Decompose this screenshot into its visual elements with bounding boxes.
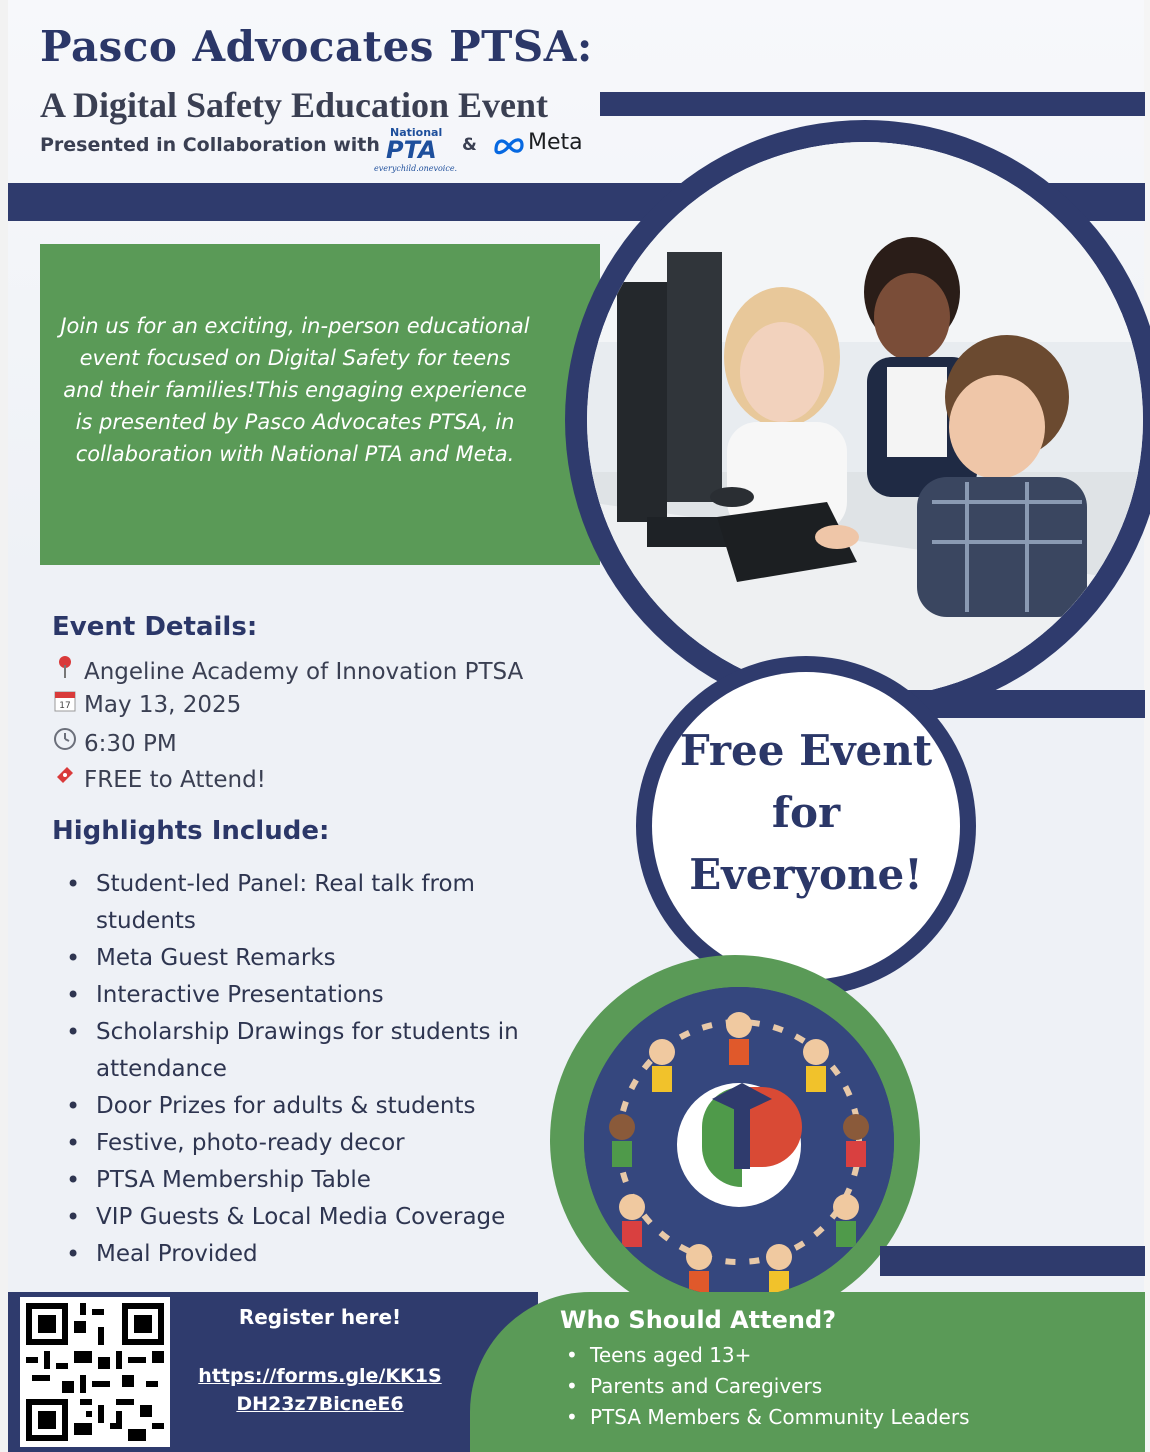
location-text: Angeline Academy of Innovation PTSA	[84, 659, 524, 685]
clock-icon	[52, 727, 78, 757]
highlights-heading: Highlights Include:	[52, 816, 330, 846]
free-event-line-2: for	[771, 788, 841, 837]
audience-list	[566, 1340, 969, 1433]
meta-infinity-icon	[492, 134, 526, 158]
meta-wordmark: Meta	[528, 130, 583, 155]
students-at-computers-photo	[587, 142, 1143, 698]
flyer-title: Pasco Advocates PTSA:	[40, 22, 593, 71]
detail-location	[52, 655, 523, 685]
photo-illustration	[587, 142, 1143, 698]
pta-logo-tagline: everychild.onevoice.	[374, 164, 458, 173]
pta-logo-top: National	[390, 126, 443, 139]
date-text: May 13, 2025	[84, 692, 242, 718]
pta-logo-main: PTA	[386, 136, 437, 164]
intro-text: Join us for an exciting, in-person educational event focused on Digital Safety for teens and their families!This engaging experience is presented by Pasco Advocates PTSA, in collaboration with National PTA and Meta.	[60, 314, 530, 466]
svg-text:17: 17	[59, 701, 71, 711]
qr-code-icon	[20, 1297, 170, 1447]
free-event-line-3: Everyone!	[689, 850, 923, 899]
time-text: 6:30 PM	[84, 731, 177, 757]
pin-icon	[52, 655, 78, 685]
calendar-icon	[52, 690, 78, 718]
list-item: • Parents and Caregivers	[566, 1371, 969, 1402]
list-item: • VIP Guests & Local Media Coverage	[60, 1199, 580, 1236]
list-item: • PTSA Members & Community Leaders	[566, 1402, 969, 1433]
register-heading: Register here!	[238, 1305, 402, 1329]
detail-cost	[52, 763, 266, 793]
ticket-icon	[52, 763, 78, 793]
presented-by-text: Presented in Collaboration with	[40, 134, 380, 156]
free-event-line-1: Free Event	[679, 726, 933, 775]
highlights-list	[60, 866, 580, 1273]
who-should-attend-heading: Who Should Attend?	[560, 1306, 837, 1334]
list-item: • Door Prizes for adults & students	[60, 1088, 580, 1125]
registration-link[interactable]	[185, 1362, 455, 1418]
list-item: • Student-led Panel: Real talk from students	[60, 866, 580, 940]
list-item: • Meta Guest Remarks	[60, 940, 580, 977]
registration-link-line-1[interactable]: https://forms.gle/KK1S	[198, 1365, 442, 1387]
list-item: • Interactive Presentations	[60, 977, 580, 1014]
list-item: • Festive, photo-ready decor	[60, 1125, 580, 1162]
event-details-heading: Event Details:	[52, 612, 258, 642]
detail-time	[52, 727, 177, 757]
list-item: • Meal Provided	[60, 1236, 580, 1273]
registration-qr-code[interactable]	[20, 1297, 170, 1447]
children-holding-hands-icon	[584, 987, 894, 1297]
flyer-subtitle: A Digital Safety Education Event	[40, 85, 549, 125]
list-item: • Teens aged 13+	[566, 1340, 969, 1371]
detail-date	[52, 690, 241, 718]
cost-text: FREE to Attend!	[84, 767, 266, 793]
decor-band	[900, 690, 1145, 718]
decor-band	[600, 92, 1145, 116]
list-item: • Scholarship Drawings for students in attendance	[60, 1014, 580, 1088]
decor-band	[880, 1246, 1145, 1276]
list-item: • PTSA Membership Table	[60, 1162, 580, 1199]
registration-link-line-2[interactable]: DH23z7BicneE6	[236, 1393, 404, 1415]
page-edge	[0, 0, 8, 1452]
ampersand: &	[462, 135, 477, 155]
children-circle-emblem	[584, 987, 894, 1297]
free-event-text	[652, 720, 960, 906]
national-pta-logo	[374, 126, 466, 176]
